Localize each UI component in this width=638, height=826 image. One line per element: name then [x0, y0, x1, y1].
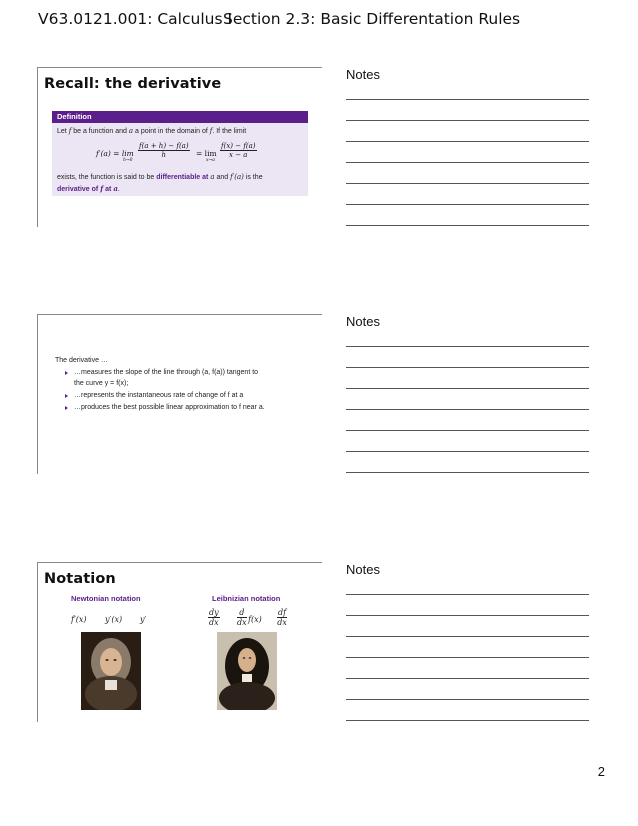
difference-quotient-h: $\frac{f(a + h) - f(a)}{h}$ — [139, 142, 189, 159]
leibnizian-label: Leibnizian notation — [212, 594, 281, 603]
formula-eq-lim: = lim — [196, 149, 217, 158]
page-number: 2 — [597, 764, 605, 779]
note-line — [346, 183, 589, 184]
note-line — [346, 430, 589, 431]
definition-line-3: exists, the function is said to be differentiable at a and f′(a) is the — [57, 173, 263, 181]
note-line — [346, 346, 589, 347]
derivative-formula — [52, 141, 308, 165]
leibniz-df-dx: $\frac{df}{dx}$ — [277, 608, 287, 627]
note-line — [346, 409, 589, 410]
definition-line-4: derivative of f at a. — [57, 184, 120, 193]
note-line — [346, 657, 589, 658]
slide-notation — [37, 562, 322, 722]
bullet-rate-of-change: …represents the instantaneous rate of change of f at a — [74, 392, 244, 399]
note-line — [346, 367, 589, 368]
note-line — [346, 615, 589, 616]
definition-box — [52, 111, 308, 196]
note-line — [346, 120, 589, 121]
limit-subscript-x: x→a — [206, 158, 215, 163]
notes-label: Notes — [346, 67, 380, 82]
course-title: V63.0121.001: Calculus I — [38, 10, 233, 28]
newton-symbol-yprime: y′ — [140, 615, 147, 624]
note-line — [346, 162, 589, 163]
note-line — [346, 720, 589, 721]
note-line — [346, 225, 589, 226]
notes-area-1 — [346, 67, 589, 232]
derivative-intro: The derivative … — [55, 357, 108, 364]
leibniz-portrait — [217, 632, 277, 710]
note-line — [346, 204, 589, 205]
note-line — [346, 594, 589, 595]
newtonian-label: Newtonian notation — [71, 594, 141, 603]
notes-label: Notes — [346, 314, 380, 329]
definition-line-1: Let f be a function and a a point in the domain of f. If the limit — [57, 127, 247, 135]
notes-area-2 — [346, 314, 589, 479]
leibniz-dy-dx: $\frac{dy}{dx}$ — [209, 608, 219, 627]
leibniz-d-dx: $\frac{d}{dx}$ — [237, 608, 247, 627]
newton-portrait — [81, 632, 141, 710]
note-line — [346, 472, 589, 473]
note-line — [346, 699, 589, 700]
newton-symbol-fprime-x: f′(x) — [71, 615, 87, 624]
note-line — [346, 141, 589, 142]
definition-label: Definition — [52, 111, 308, 123]
bullet-marker-icon — [65, 371, 68, 375]
note-line — [346, 678, 589, 679]
difference-quotient-x: $\frac{f(x) - f(a)}{x - a}$ — [221, 142, 256, 159]
bullet-marker-icon — [65, 394, 68, 398]
slide-title: Notation — [44, 571, 116, 587]
note-line — [346, 388, 589, 389]
notes-area-3 — [346, 562, 589, 727]
newton-symbol-yprime-x: y′(x) — [105, 615, 123, 624]
bullet-linear-approximation: …produces the best possible linear approximation to f near a. — [74, 404, 265, 411]
note-line — [346, 451, 589, 452]
limit-subscript-h: h→0 — [123, 158, 133, 163]
bullet-slope-continued: the curve y = f(x); — [74, 380, 129, 387]
bullet-slope: …measures the slope of the line through (a, f(a)) tangent to — [74, 369, 259, 376]
formula-lhs: f′(a) = lim — [96, 149, 134, 158]
slide-recall-derivative — [37, 67, 322, 227]
leibniz-f-of-x: f(x) — [248, 615, 262, 624]
bullet-marker-icon — [65, 406, 68, 410]
slide-title: Recall: the derivative — [44, 76, 222, 92]
note-line — [346, 636, 589, 637]
notes-label: Notes — [346, 562, 380, 577]
note-line — [346, 99, 589, 100]
section-title: Section 2.3: Basic Differentation Rules — [223, 10, 521, 28]
slide-derivative-meanings — [37, 314, 322, 474]
